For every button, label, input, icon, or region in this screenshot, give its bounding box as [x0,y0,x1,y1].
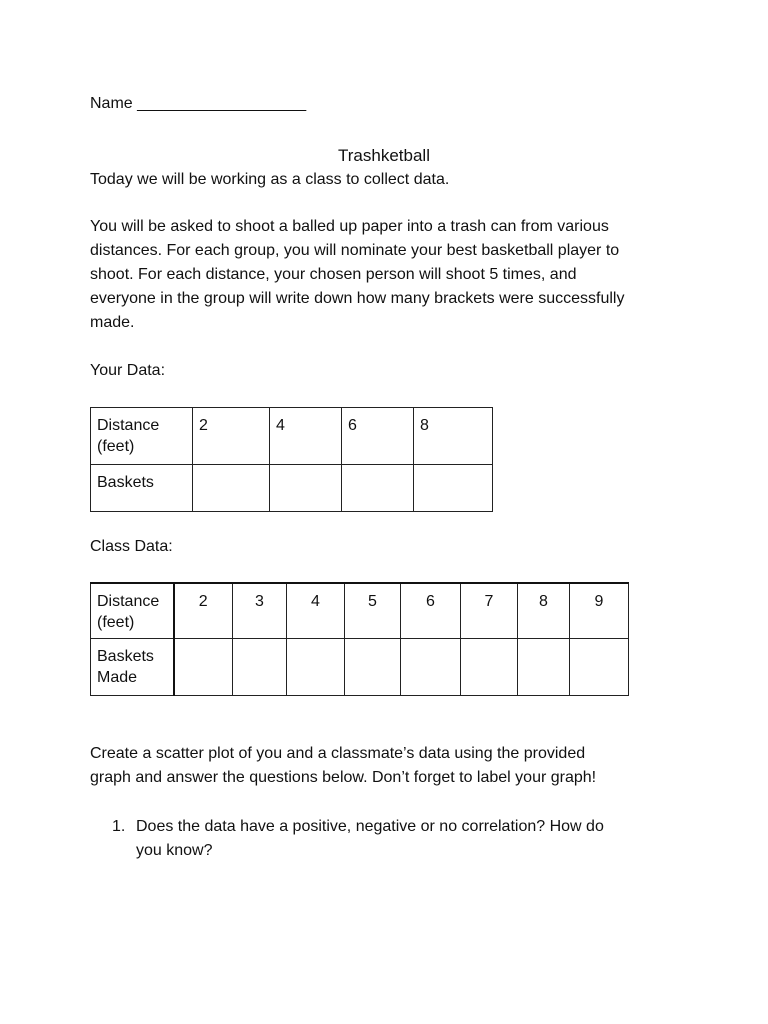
baskets-entry-cell[interactable] [570,638,629,695]
baskets-entry-cell[interactable] [174,638,233,695]
your-data-table [90,407,493,512]
distance-header-cell [91,583,174,638]
baskets-entry-cell[interactable] [401,638,461,695]
distance-unit-label: (feet) [97,438,135,455]
distance-value-cell: 2 [193,408,270,465]
baskets-entry-cell[interactable] [193,465,270,512]
instructions-paragraph [90,215,624,335]
baskets-row [91,465,493,512]
baskets-entry-cell[interactable] [461,638,518,695]
distance-value-cell: 2 [174,583,233,638]
scatter-plot-instructions [90,742,596,790]
distance-value-cell: 8 [414,408,493,465]
your-data-label: Your Data: [90,362,166,379]
instructions-line: shoot. For each distance, your chosen person will shoot 5 times, and [90,266,577,283]
distance-header-cell [91,408,193,465]
distance-row [91,583,629,638]
baskets-made-header-cell [91,638,174,695]
distance-value-cell: 6 [401,583,461,638]
question-number: 1. [112,818,126,835]
instructions-line: distances. For each group, you will nominate your best basketball player to [90,242,620,259]
distance-row [91,408,493,465]
baskets-made-row [91,638,629,695]
distance-header-label: Distance [97,593,160,610]
made-header-label: Made [97,668,138,686]
instructions-line: made. [90,314,135,331]
distance-value-cell: 6 [342,408,414,465]
baskets-entry-cell[interactable] [342,465,414,512]
distance-value-cell: 5 [345,583,401,638]
distance-value-cell: 8 [518,583,570,638]
name-field-line: Name ___________________ [90,95,307,112]
question-line: you know? [136,842,213,859]
instructions-line: everyone in the group will write down how many brackets were successfully [90,290,625,307]
baskets-header-label: Baskets [97,474,154,491]
baskets-header-label: Baskets [97,647,154,665]
distance-value-cell: 4 [287,583,345,638]
worksheet-title: Trashketball [338,146,430,165]
instructions-line: You will be asked to shoot a balled up paper into a trash can from various [90,218,609,235]
baskets-entry-cell[interactable] [414,465,493,512]
question-line: Does the data have a positive, negative or no correlation? How do [136,818,604,835]
distance-value-cell: 3 [233,583,287,638]
baskets-entry-cell[interactable] [270,465,342,512]
intro-text: Today we will be working as a class to collect data. [90,171,450,188]
question-text [136,815,696,863]
baskets-entry-cell[interactable] [345,638,401,695]
distance-value-cell: 9 [570,583,629,638]
baskets-entry-cell[interactable] [518,638,570,695]
distance-unit-label: (feet) [97,614,135,631]
class-data-table [90,582,629,696]
distance-value-cell: 4 [270,408,342,465]
baskets-entry-cell[interactable] [233,638,287,695]
instructions-line: Create a scatter plot of you and a classmate’s data using the provided [90,745,586,762]
baskets-header-cell [91,465,193,512]
baskets-entry-cell[interactable] [287,638,345,695]
distance-value-cell: 7 [461,583,518,638]
distance-header-label: Distance [97,417,160,434]
class-data-label: Class Data: [90,538,173,555]
instructions-line: graph and answer the questions below. Don’t forget to label your graph! [90,769,597,786]
